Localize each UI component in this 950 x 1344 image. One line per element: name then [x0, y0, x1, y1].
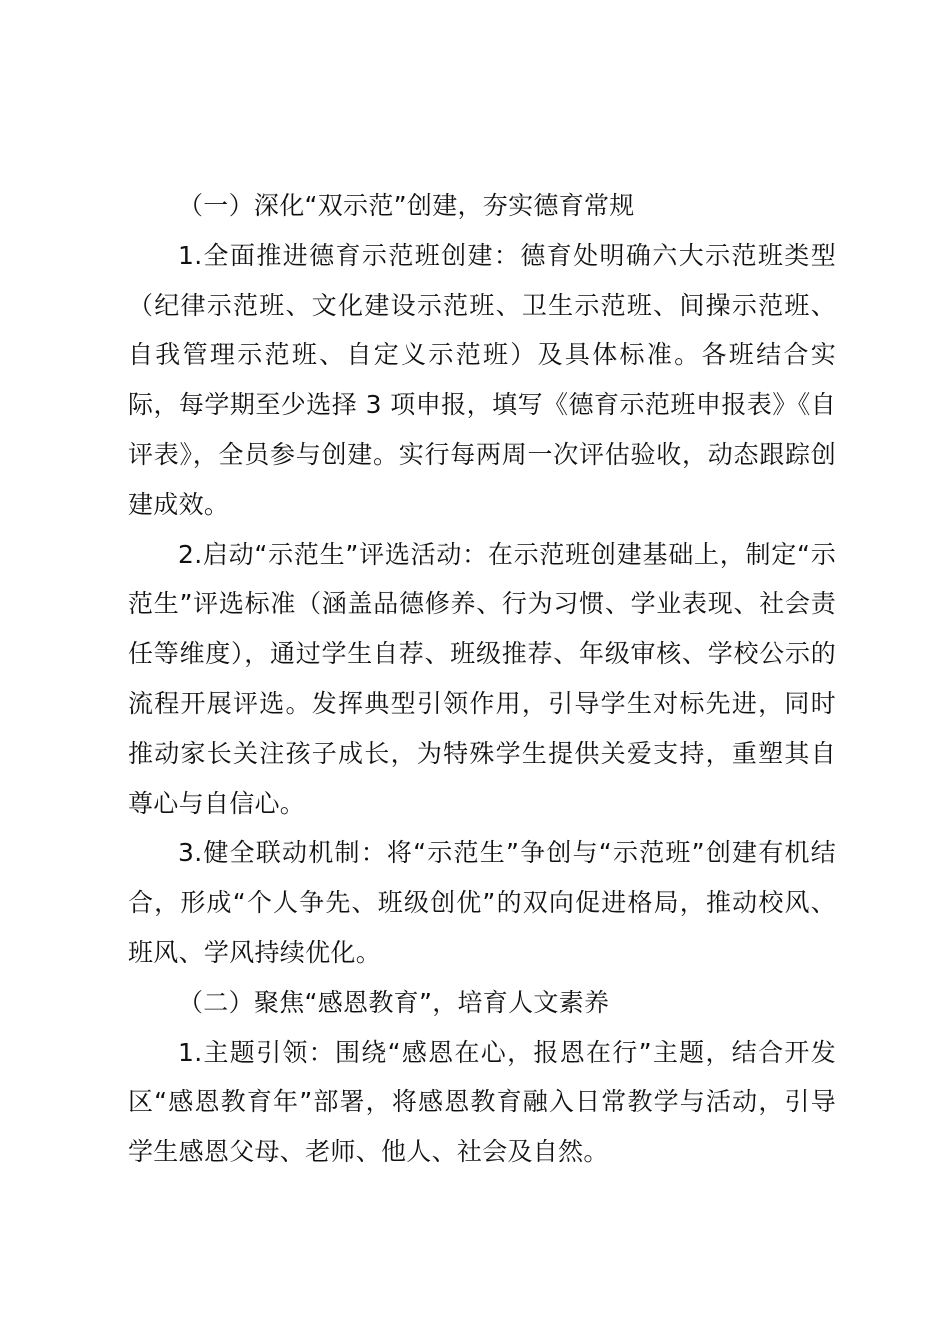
paragraph-1-1: 1.全面推进德育示范班创建：德育处明确六大示范班类型（纪律示范班、文化建设示范班、卫生示范班、间操示范班、自我管理示范班、自定义示范班）及具体标准。各班结合实际，每学期至少选择 3 项申报，填写《德育示范班申报表》《自评表》，全员参与创建。实行每两周一次评估验收，动态跟踪创建成效。	[128, 240, 836, 519]
paragraph-1-3: 3.健全联动机制：将“示范生”争创与“示范班”创建有机结合，形成“个人争先、班级创优”的双向促进格局，推动校风、班风、学风持续优化。	[128, 838, 836, 967]
paragraph-2-1: 1.主题引领：围绕“感恩在心，报恩在行”主题，结合开发区“感恩教育年”部署，将感恩教育融入日常教学与活动，引导学生感恩父母、老师、他人、社会及自然。	[128, 1037, 836, 1167]
paragraph-1-2: 2.启动“示范生”评选活动：在示范班创建基础上，制定“示范生”评选标准（涵盖品德修养、行为习惯、学业表现、社会责任等维度），通过学生自荐、班级推荐、年级审核、学校公示的流程开展评选。发挥典型引领作用，引导学生对标先进，同时推动家长关注孩子成长，为特殊学生提供关爱支持，重塑其自尊心与自信心。	[128, 539, 836, 818]
section-heading-1: （一）深化“双示范”创建，夯实德育常规	[178, 191, 635, 220]
section-heading-2: （二）聚焦“感恩教育”，培育人文素养	[178, 987, 610, 1017]
document-body	[128, 181, 836, 1177]
